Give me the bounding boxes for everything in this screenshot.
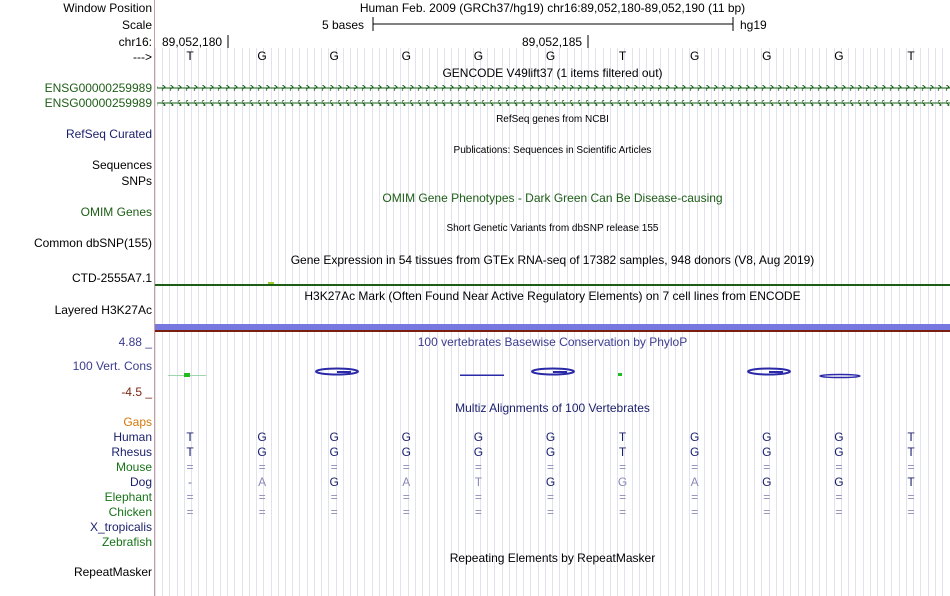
- repeatmasker-track-title: Repeating Elements by RepeatMasker: [449, 551, 656, 565]
- alignment-base: =: [546, 490, 554, 504]
- reference-base: G: [473, 49, 484, 63]
- reference-base: G: [545, 49, 556, 63]
- conservation-track-label[interactable]: 100 Vert. Cons: [72, 359, 152, 373]
- reference-base: G: [690, 49, 700, 63]
- assembly-position-text: Human Feb. 2009 (GRCh37/hg19) chr16:89,052,180-89,052,190 (11 bp): [359, 1, 746, 15]
- alignment-base: G: [690, 445, 700, 459]
- alignment-base: =: [619, 505, 627, 519]
- strand-arrow-label: --->: [133, 50, 152, 64]
- alignment-base: G: [762, 475, 772, 489]
- alignment-base: G: [545, 475, 556, 489]
- alignment-base: =: [330, 490, 338, 504]
- alignment-base: G: [257, 445, 267, 459]
- reference-base: T: [907, 49, 915, 63]
- alignment-species-label[interactable]: Human: [113, 430, 152, 444]
- reference-base: G: [329, 49, 339, 63]
- alignment-base: A: [258, 475, 267, 489]
- reference-base: G: [834, 49, 844, 63]
- alignment-base: =: [258, 490, 266, 504]
- alignment-base: T: [618, 445, 627, 459]
- alignment-base: G: [473, 445, 484, 459]
- alignment-species-label[interactable]: Elephant: [104, 490, 152, 504]
- sequences-track-label[interactable]: Sequences: [91, 158, 152, 172]
- reference-base: G: [257, 49, 267, 63]
- alignment-species-label[interactable]: Dog: [129, 475, 152, 489]
- alignment-base: G: [834, 475, 844, 489]
- alignment-base: G: [329, 445, 339, 459]
- alignment-base: =: [691, 490, 699, 504]
- alignment-base: A: [402, 475, 411, 489]
- gtex-track-title: Gene Expression in 54 tissues from GTEx RNA-seq of 17382 samples, 948 donors (V8, Aug 2019): [290, 253, 815, 267]
- alignment-base: T: [907, 475, 915, 489]
- omim-track-label[interactable]: OMIM Genes: [80, 205, 152, 219]
- alignment-base: T: [907, 445, 915, 459]
- alignment-base: -: [188, 475, 192, 489]
- publications-track-title: Publications: Sequences in Scientific Articles: [453, 145, 652, 156]
- alignment-base: G: [545, 445, 556, 459]
- alignment-species-label[interactable]: Rhesus: [111, 445, 152, 459]
- phylop-min-label: -4.5 _: [121, 385, 152, 399]
- alignment-base: G: [329, 475, 339, 489]
- alignment-base: =: [330, 505, 338, 519]
- phylop-max-label: 4.88 _: [118, 335, 152, 349]
- alignment-base: G: [762, 430, 772, 444]
- alignment-base: =: [474, 505, 482, 519]
- multiz-track-title: Multiz Alignments of 100 Vertebrates: [455, 401, 650, 415]
- alignment-base: =: [691, 460, 699, 474]
- h3k27ac-track-label[interactable]: Layered H3K27Ac: [54, 303, 152, 317]
- alignment-species-label[interactable]: Mouse: [115, 460, 152, 474]
- alignment-base: A: [690, 475, 699, 489]
- gencode-item-2-label[interactable]: ENSG00000259989: [44, 96, 152, 110]
- alignment-base: =: [763, 490, 771, 504]
- alignment-base: =: [258, 460, 266, 474]
- snps-track-label[interactable]: SNPs: [121, 174, 152, 188]
- alignment-base: G: [762, 445, 772, 459]
- chromosome-label: chr16:: [118, 35, 152, 49]
- alignment-base: =: [619, 490, 627, 504]
- alignment-base: =: [330, 460, 338, 474]
- alignment-base: T: [907, 430, 915, 444]
- alignment-base: =: [546, 460, 554, 474]
- alignment-base: G: [690, 430, 700, 444]
- alignment-base: G: [834, 430, 844, 444]
- omim-track-title: OMIM Gene Phenotypes - Dark Green Can Be Disease-causing: [382, 191, 723, 205]
- window-position-label: Window Position: [63, 1, 152, 15]
- alignment-base: T: [186, 445, 194, 459]
- alignment-base: =: [835, 490, 843, 504]
- alignment-base: =: [835, 505, 843, 519]
- reference-base: G: [401, 49, 411, 63]
- reference-base: T: [186, 49, 194, 63]
- refseq-track-label[interactable]: RefSeq Curated: [65, 127, 152, 141]
- alignment-base: =: [258, 505, 266, 519]
- alignment-base: =: [474, 490, 482, 504]
- alignment-species-label[interactable]: Chicken: [108, 505, 152, 519]
- reference-base: T: [618, 49, 627, 63]
- alignment-base: T: [474, 475, 483, 489]
- alignment-base: =: [186, 460, 194, 474]
- dbsnp-track-title: Short Genetic Variants from dbSNP release 155: [446, 223, 659, 234]
- alignment-base: =: [691, 505, 699, 519]
- repeatmasker-track-label[interactable]: RepeatMasker: [73, 565, 152, 579]
- alignment-base: G: [401, 430, 411, 444]
- alignment-base: G: [329, 430, 339, 444]
- alignment-base: =: [402, 460, 410, 474]
- alignment-base: =: [402, 505, 410, 519]
- alignment-base: G: [834, 445, 844, 459]
- alignment-base: G: [617, 475, 628, 489]
- alignment-base: =: [907, 505, 915, 519]
- phylop-track-title: 100 vertebrates Basewise Conservation by PhyloP: [417, 335, 688, 349]
- alignment-base: =: [619, 460, 627, 474]
- scale-text: 5 bases: [322, 18, 365, 32]
- alignment-species-label[interactable]: X_tropicalis: [89, 520, 152, 534]
- alignment-base: =: [835, 460, 843, 474]
- alignment-base: =: [907, 490, 915, 504]
- alignment-base: T: [618, 430, 627, 444]
- alignment-base: =: [474, 460, 482, 474]
- assembly-short-label: hg19: [740, 18, 767, 32]
- scale-label: Scale: [121, 18, 152, 32]
- alignment-species-label[interactable]: Zebrafish: [101, 535, 152, 549]
- position-tick-left: 89,052,180: [162, 35, 223, 49]
- alignment-base: T: [186, 430, 194, 444]
- gencode-track-title: GENCODE V49lift37 (1 items filtered out): [442, 66, 663, 80]
- gtex-track-label[interactable]: CTD-2555A7.1: [71, 271, 152, 285]
- refseq-track-title: RefSeq genes from NCBI: [496, 114, 609, 125]
- alignment-base: =: [186, 490, 194, 504]
- alignment-base: G: [401, 445, 411, 459]
- alignment-base: G: [473, 430, 484, 444]
- alignment-base: G: [545, 430, 556, 444]
- gencode-item-1-label[interactable]: ENSG00000259989: [44, 81, 152, 95]
- position-tick-mid: 89,052,185: [522, 35, 583, 49]
- alignment-base: =: [546, 505, 554, 519]
- alignment-base: =: [402, 490, 410, 504]
- h3k27ac-track-title: H3K27Ac Mark (Often Found Near Active Regulatory Elements) on 7 cell lines from ENCODE: [304, 289, 801, 303]
- alignment-base: G: [257, 430, 267, 444]
- gaps-track-label[interactable]: Gaps: [123, 415, 152, 429]
- alignment-base: =: [763, 460, 771, 474]
- reference-base: G: [762, 49, 772, 63]
- alignment-base: =: [763, 505, 771, 519]
- alignment-base: =: [907, 460, 915, 474]
- dbsnp-track-label[interactable]: Common dbSNP(155): [33, 236, 152, 250]
- alignment-base: =: [186, 505, 194, 519]
